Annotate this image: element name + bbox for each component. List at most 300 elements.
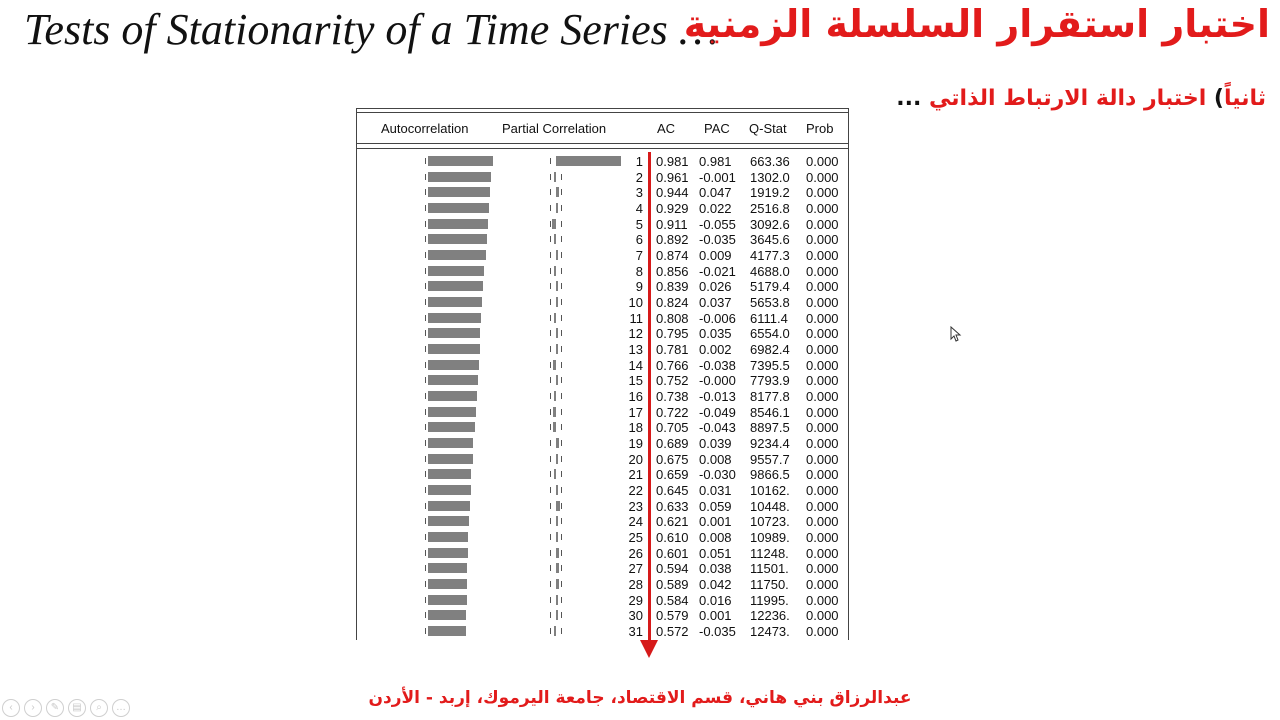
slides-icon[interactable]: ▤ xyxy=(68,699,86,717)
cell-lag: 8 xyxy=(635,263,643,279)
cell-ac: 0.795 xyxy=(656,326,689,342)
pac-bound-line xyxy=(561,424,562,430)
cell-ac: 0.892 xyxy=(656,232,689,248)
cell-pac: -0.000 xyxy=(699,373,736,389)
ac-zero-line xyxy=(425,409,426,415)
pac-bound-line xyxy=(561,189,562,195)
cell-lag: 20 xyxy=(628,451,643,467)
ac-bar xyxy=(428,548,468,558)
down-arrow-icon xyxy=(648,152,651,640)
pac-bar xyxy=(554,626,556,636)
cell-pac: 0.026 xyxy=(699,279,732,295)
cell-ac: 0.659 xyxy=(656,467,689,483)
pac-bound-line xyxy=(550,440,551,446)
pac-bound-line xyxy=(550,409,551,415)
pac-bound-line xyxy=(561,283,562,289)
pac-bar xyxy=(556,344,558,354)
ac-zero-line xyxy=(425,236,426,242)
cell-pac: 0.008 xyxy=(699,451,732,467)
ac-zero-line xyxy=(425,158,426,164)
pac-bar xyxy=(556,563,559,573)
ac-bar xyxy=(428,563,467,573)
ac-zero-line xyxy=(425,534,426,540)
ac-bar xyxy=(428,454,473,464)
ac-zero-line xyxy=(425,518,426,524)
slide-title-arabic: اختبار استقرار السلسلة الزمنية xyxy=(683,2,1270,46)
zoom-icon[interactable]: ⌕ xyxy=(90,699,108,717)
ac-bar xyxy=(428,469,471,479)
cell-lag: 21 xyxy=(628,467,643,483)
ac-bar xyxy=(428,313,481,323)
pac-bar xyxy=(556,516,558,526)
slide-footer: عبدالرزاق بني هاني، قسم الاقتصاد، جامعة اليرموك، إربد - الأردن xyxy=(368,688,912,708)
cell-p: 0.000 xyxy=(806,216,839,232)
cell-p: 0.000 xyxy=(806,561,839,577)
pac-bound-line xyxy=(561,174,562,180)
cell-ac: 0.944 xyxy=(656,185,689,201)
cell-p: 0.000 xyxy=(806,483,839,499)
cell-p: 0.000 xyxy=(806,248,839,264)
subtitle-dots: ... xyxy=(896,86,922,111)
slide-subtitle xyxy=(896,86,1266,111)
pac-bound-line xyxy=(550,471,551,477)
cell-q: 7395.5 xyxy=(750,357,790,373)
cell-ac: 0.645 xyxy=(656,483,689,499)
cell-q: 10162. xyxy=(750,483,790,499)
cell-lag: 10 xyxy=(628,295,643,311)
cell-ac: 0.584 xyxy=(656,592,689,608)
pac-bar xyxy=(554,266,556,276)
cell-q: 4177.3 xyxy=(750,248,790,264)
cell-q: 11750. xyxy=(750,577,789,593)
header-ac: AC xyxy=(657,121,676,136)
cell-q: 10448. xyxy=(750,498,790,514)
ac-zero-line xyxy=(425,205,426,211)
cell-pac: -0.035 xyxy=(699,232,736,248)
ac-bar xyxy=(428,250,486,260)
cell-ac: 0.633 xyxy=(656,498,689,514)
down-arrow-head-icon xyxy=(640,640,658,658)
pac-bound-line xyxy=(550,299,551,305)
pac-bar xyxy=(554,391,556,401)
cell-ac: 0.705 xyxy=(656,420,689,436)
cell-lag: 17 xyxy=(628,404,643,420)
pac-bar xyxy=(556,203,558,213)
pac-bound-line xyxy=(550,362,551,368)
ac-bar xyxy=(428,485,471,495)
header-qstat: Q-Stat xyxy=(749,121,787,136)
cell-lag: 31 xyxy=(628,624,643,640)
pac-bar xyxy=(556,454,558,464)
ac-zero-line xyxy=(425,440,426,446)
pac-bound-line xyxy=(561,330,562,336)
cell-ac: 0.839 xyxy=(656,279,689,295)
subtitle-rest: اختبار دالة الارتباط الذاتي xyxy=(929,86,1207,111)
cell-pac: 0.001 xyxy=(699,608,732,624)
ac-zero-line xyxy=(425,471,426,477)
ac-zero-line xyxy=(425,315,426,321)
cell-q: 7793.9 xyxy=(750,373,790,389)
ac-zero-line xyxy=(425,299,426,305)
cell-lag: 18 xyxy=(628,420,643,436)
ac-zero-line xyxy=(425,330,426,336)
cell-p: 0.000 xyxy=(806,514,839,530)
cell-q: 5653.8 xyxy=(750,295,790,311)
pac-bound-line xyxy=(550,174,551,180)
ac-bar xyxy=(428,516,469,526)
top-rule xyxy=(357,108,848,109)
pac-bound-line xyxy=(561,456,562,462)
pac-bar xyxy=(556,156,621,166)
pac-bound-line xyxy=(550,581,551,587)
ac-zero-line xyxy=(425,252,426,258)
cell-p: 0.000 xyxy=(806,342,839,358)
pac-bar xyxy=(556,595,558,605)
cell-lag: 26 xyxy=(628,545,643,561)
pac-bound-line xyxy=(561,393,562,399)
cell-pac: 0.016 xyxy=(699,592,732,608)
cell-q: 2516.8 xyxy=(750,201,790,216)
pac-bound-line xyxy=(561,236,562,242)
pac-bar xyxy=(556,579,559,589)
pac-bar xyxy=(556,438,559,448)
cell-lag: 15 xyxy=(628,373,643,389)
pac-bound-line xyxy=(550,189,551,195)
ac-zero-line xyxy=(425,377,426,383)
cell-p: 0.000 xyxy=(806,279,839,295)
pac-bound-line xyxy=(550,252,551,258)
cell-p: 0.000 xyxy=(806,263,839,279)
cell-pac: 0.981 xyxy=(699,154,732,169)
cell-ac: 0.752 xyxy=(656,373,689,389)
cell-pac: 0.051 xyxy=(699,545,732,561)
cell-ac: 0.808 xyxy=(656,310,689,326)
cell-pac: -0.001 xyxy=(699,169,736,185)
cell-lag: 3 xyxy=(635,185,643,201)
cell-p: 0.000 xyxy=(806,169,839,185)
cell-ac: 0.572 xyxy=(656,624,689,640)
cell-ac: 0.874 xyxy=(656,248,689,264)
ac-bar xyxy=(428,281,483,291)
ac-zero-line xyxy=(425,268,426,274)
cell-p: 0.000 xyxy=(806,310,839,326)
cell-pac: 0.059 xyxy=(699,498,732,514)
cell-pac: -0.035 xyxy=(699,624,736,640)
cell-p: 0.000 xyxy=(806,201,839,216)
pac-bound-line xyxy=(550,393,551,399)
pac-bar xyxy=(556,250,558,260)
ac-bar xyxy=(428,203,489,213)
header-prob: Prob xyxy=(806,121,834,136)
cell-ac: 0.981 xyxy=(656,154,689,169)
ac-zero-line xyxy=(425,189,426,195)
ac-zero-line xyxy=(425,487,426,493)
cell-ac: 0.601 xyxy=(656,545,689,561)
cell-pac: 0.009 xyxy=(699,248,732,264)
cell-ac: 0.722 xyxy=(656,404,689,420)
cell-q: 1302.0 xyxy=(750,169,790,185)
cell-lag: 23 xyxy=(628,498,643,514)
cell-pac: 0.008 xyxy=(699,530,732,546)
ac-bar xyxy=(428,266,484,276)
cell-ac: 0.610 xyxy=(656,530,689,546)
cell-q: 8546.1 xyxy=(750,404,790,420)
ac-zero-line xyxy=(425,456,426,462)
pac-bound-line xyxy=(561,205,562,211)
pac-bound-line xyxy=(550,424,551,430)
cell-pac: 0.047 xyxy=(699,185,732,201)
cell-pac: -0.043 xyxy=(699,420,736,436)
cell-lag: 19 xyxy=(628,436,643,452)
previous-icon[interactable]: ‹ xyxy=(2,699,20,717)
cell-pac: 0.037 xyxy=(699,295,732,311)
cell-lag: 5 xyxy=(635,216,643,232)
ac-bar xyxy=(428,187,490,197)
cell-pac: 0.002 xyxy=(699,342,732,358)
next-icon[interactable]: › xyxy=(24,699,42,717)
cell-lag: 2 xyxy=(635,169,643,185)
pac-bound-line xyxy=(561,440,562,446)
pac-bar xyxy=(554,469,556,479)
cell-ac: 0.689 xyxy=(656,436,689,452)
cell-ac: 0.824 xyxy=(656,295,689,311)
ac-zero-line xyxy=(425,174,426,180)
pac-bound-line xyxy=(561,409,562,415)
header-autocorrelation: Autocorrelation xyxy=(381,121,469,136)
ac-bar xyxy=(428,422,475,432)
pac-bound-line xyxy=(550,330,551,336)
pac-bar xyxy=(554,172,556,182)
pac-bound-line xyxy=(561,362,562,368)
cell-pac: -0.049 xyxy=(699,404,736,420)
cell-p: 0.000 xyxy=(806,185,839,201)
cell-q: 11995. xyxy=(750,592,789,608)
ac-bar xyxy=(428,219,488,229)
cell-p: 0.000 xyxy=(806,624,839,640)
subtitle-paren: ) xyxy=(1213,86,1224,111)
cell-p: 0.000 xyxy=(806,154,839,169)
cell-pac: 0.038 xyxy=(699,561,732,577)
cell-q: 8177.8 xyxy=(750,389,790,405)
pac-bound-line xyxy=(561,550,562,556)
pac-bound-line xyxy=(550,597,551,603)
cell-lag: 24 xyxy=(628,514,643,530)
cell-lag: 27 xyxy=(628,561,643,577)
pac-bound-line xyxy=(561,315,562,321)
cell-q: 5179.4 xyxy=(750,279,790,295)
ac-bar xyxy=(428,375,478,385)
cell-p: 0.000 xyxy=(806,420,839,436)
pac-bound-line xyxy=(561,565,562,571)
pac-bound-line xyxy=(550,534,551,540)
ac-zero-line xyxy=(425,597,426,603)
cell-q: 3645.6 xyxy=(750,232,790,248)
cell-ac: 0.675 xyxy=(656,451,689,467)
pac-bound-line xyxy=(550,346,551,352)
cell-lag: 1 xyxy=(635,154,643,169)
cell-lag: 14 xyxy=(628,357,643,373)
pac-bound-line xyxy=(550,205,551,211)
cell-q: 9866.5 xyxy=(750,467,790,483)
cell-p: 0.000 xyxy=(806,467,839,483)
pac-bound-line xyxy=(561,268,562,274)
ac-bar xyxy=(428,172,491,182)
pac-bar xyxy=(553,422,556,432)
cell-ac: 0.594 xyxy=(656,561,689,577)
cell-lag: 25 xyxy=(628,530,643,546)
cell-pac: -0.021 xyxy=(699,263,736,279)
ac-zero-line xyxy=(425,612,426,618)
cell-p: 0.000 xyxy=(806,592,839,608)
ac-bar xyxy=(428,344,480,354)
pac-bound-line xyxy=(550,283,551,289)
pac-bound-line xyxy=(550,158,551,164)
cell-q: 8897.5 xyxy=(750,420,790,436)
correlogram-panel xyxy=(356,108,849,640)
cell-p: 0.000 xyxy=(806,545,839,561)
ac-bar xyxy=(428,391,477,401)
pac-bar xyxy=(554,313,556,323)
cell-pac: 0.031 xyxy=(699,483,732,499)
ac-bar xyxy=(428,156,493,166)
pac-bound-line xyxy=(561,346,562,352)
ac-bar xyxy=(428,532,468,542)
cell-lag: 13 xyxy=(628,342,643,358)
ac-zero-line xyxy=(425,283,426,289)
cell-pac: -0.006 xyxy=(699,310,736,326)
ac-zero-line xyxy=(425,550,426,556)
cell-pac: 0.035 xyxy=(699,326,732,342)
ac-zero-line xyxy=(425,503,426,509)
pac-bar xyxy=(556,485,558,495)
cell-q: 663.36 xyxy=(750,154,790,169)
cell-ac: 0.621 xyxy=(656,514,689,530)
ac-bar xyxy=(428,234,487,244)
pac-bound-line xyxy=(550,456,551,462)
cell-lag: 4 xyxy=(635,201,643,216)
slide-title xyxy=(24,4,1270,60)
pac-bar xyxy=(556,548,559,558)
pen-icon[interactable]: ✎ xyxy=(46,699,64,717)
pac-bound-line xyxy=(561,252,562,258)
cell-lag: 30 xyxy=(628,608,643,624)
cell-p: 0.000 xyxy=(806,451,839,467)
cell-p: 0.000 xyxy=(806,608,839,624)
cell-ac: 0.911 xyxy=(656,216,688,232)
cell-p: 0.000 xyxy=(806,357,839,373)
ac-bar xyxy=(428,297,482,307)
cell-q: 11248. xyxy=(750,545,789,561)
pac-bar xyxy=(552,219,556,229)
ac-zero-line xyxy=(425,393,426,399)
pac-bound-line xyxy=(561,377,562,383)
cell-pac: -0.030 xyxy=(699,467,736,483)
pac-bar xyxy=(553,360,556,370)
ac-bar xyxy=(428,595,467,605)
cell-pac: 0.039 xyxy=(699,436,732,452)
cell-ac: 0.856 xyxy=(656,263,689,279)
more-icon[interactable]: … xyxy=(112,699,130,717)
pac-bound-line xyxy=(561,597,562,603)
subtitle-main: ثانياً xyxy=(1223,86,1266,111)
header-rule-2 xyxy=(357,148,848,149)
cell-p: 0.000 xyxy=(806,577,839,593)
cell-q: 12473. xyxy=(750,624,790,640)
ac-bar xyxy=(428,579,467,589)
cell-pac: 0.001 xyxy=(699,514,732,530)
pac-bar xyxy=(556,610,558,620)
cell-lag: 28 xyxy=(628,577,643,593)
pac-bar xyxy=(556,281,558,291)
ac-zero-line xyxy=(425,362,426,368)
ac-bar xyxy=(428,610,466,620)
pac-bound-line xyxy=(550,565,551,571)
cell-lag: 6 xyxy=(635,232,643,248)
cell-ac: 0.738 xyxy=(656,389,689,405)
ac-bar xyxy=(428,360,479,370)
pac-bound-line xyxy=(561,471,562,477)
cell-q: 12236. xyxy=(750,608,790,624)
cell-p: 0.000 xyxy=(806,404,839,420)
ac-bar xyxy=(428,501,470,511)
header-pac: PAC xyxy=(704,121,730,136)
cell-q: 11501. xyxy=(750,561,789,577)
pac-bound-line xyxy=(550,628,551,634)
cell-q: 6554.0 xyxy=(750,326,790,342)
pac-bound-line xyxy=(561,518,562,524)
cell-pac: -0.055 xyxy=(699,216,736,232)
header-partial-correlation: Partial Correlation xyxy=(502,121,607,136)
cell-lag: 29 xyxy=(628,592,643,608)
header-rule xyxy=(357,143,848,144)
pac-bound-line xyxy=(550,550,551,556)
mouse-pointer-icon xyxy=(950,326,962,347)
cell-ac: 0.579 xyxy=(656,608,689,624)
cell-q: 4688.0 xyxy=(750,263,790,279)
pac-bar xyxy=(553,407,556,417)
pac-bound-line xyxy=(550,315,551,321)
pac-bound-line xyxy=(561,221,562,227)
cell-p: 0.000 xyxy=(806,326,839,342)
cell-q: 10989. xyxy=(750,530,790,546)
pac-bar xyxy=(556,187,559,197)
cell-q: 6982.4 xyxy=(750,342,790,358)
cell-ac: 0.929 xyxy=(656,201,689,216)
cell-lag: 7 xyxy=(635,248,643,264)
cell-lag: 11 xyxy=(629,310,643,326)
cell-ac: 0.961 xyxy=(656,169,689,185)
pac-bound-line xyxy=(561,612,562,618)
ac-bar xyxy=(428,438,473,448)
ac-zero-line xyxy=(425,221,426,227)
pac-bound-line xyxy=(550,377,551,383)
pac-bar xyxy=(556,328,558,338)
pac-bound-line xyxy=(550,503,551,509)
cell-q: 10723. xyxy=(750,514,790,530)
cell-p: 0.000 xyxy=(806,373,839,389)
cell-q: 9557.7 xyxy=(750,451,790,467)
ac-zero-line xyxy=(425,581,426,587)
pac-bound-line xyxy=(550,518,551,524)
cell-pac: -0.013 xyxy=(699,389,736,405)
ac-zero-line xyxy=(425,565,426,571)
pac-bound-line xyxy=(550,221,551,227)
cell-p: 0.000 xyxy=(806,389,839,405)
ac-bar xyxy=(428,328,480,338)
ac-zero-line xyxy=(425,424,426,430)
ac-zero-line xyxy=(425,346,426,352)
cell-lag: 12 xyxy=(628,326,643,342)
